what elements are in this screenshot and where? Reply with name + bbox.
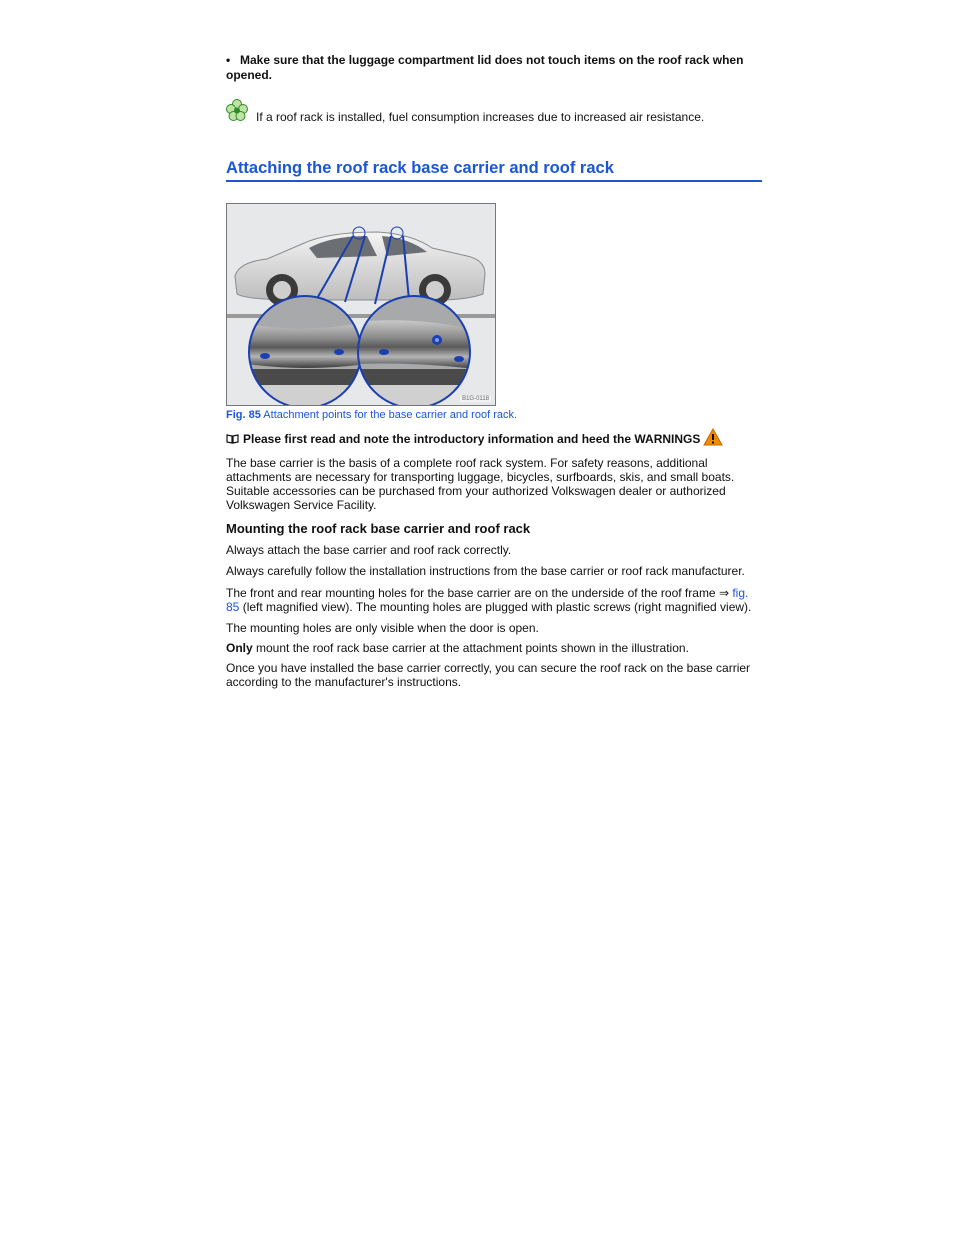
paragraph-4: The mounting holes are only visible when the door is open. (226, 621, 539, 635)
warning-triangle-icon (703, 428, 723, 446)
bullet-symbol: • (226, 53, 231, 67)
bullet-text: Make sure that the luggage compartment lid does not touch items on the roof rack when opened. (226, 53, 744, 82)
open-book-icon (226, 434, 239, 444)
read-first-text: Please first read and note the introductory information and heed the WARNINGS (243, 432, 701, 446)
environment-note-text: If a roof rack is installed, fuel consumption increases due to increased air resistance. (256, 110, 705, 124)
figure-roof-rack-attachment (226, 203, 496, 406)
bullet-item (226, 53, 756, 83)
paragraph-6: Once you have installed the base carrier correctly, you can secure the roof rack on the base carrier according to the manufacturer's instructions. (226, 661, 751, 689)
car-illustration (227, 204, 495, 405)
read-first-notice (226, 432, 766, 446)
paragraph-5-bold: Only (226, 641, 253, 655)
paragraph-1: Always attach the base carrier and roof rack correctly. (226, 543, 512, 557)
figure-caption-label: Fig. 85 (226, 409, 261, 421)
environment-note (226, 101, 766, 125)
intro-paragraph: The base carrier is the basis of a complete roof rack system. For safety reasons, additional attachments are necessary for transporting luggage, bicycles, surfboards, skis, and small boats. Suitable accessories can be purchased from your authorized Volkswagen dealer or authorized Volkswagen Service Facility. (226, 456, 735, 512)
flower-environment-icon (226, 99, 248, 121)
paragraph-5-rest: mount the roof rack base carrier at the attachment points shown in the illustration. (256, 641, 689, 655)
paragraph-2: Always carefully follow the installation instructions from the base carrier or roof rack manufacturer. (226, 564, 745, 578)
figure-link[interactable]: fig. 85 (226, 586, 749, 614)
figure-caption-text: Attachment points for the base carrier and roof rack. (263, 409, 518, 421)
paragraph-3-end: (left magnified view). The mounting holes are plugged with plastic screws (right magnified view). (242, 600, 752, 614)
paragraph-5 (226, 641, 756, 655)
section-title: Attaching the roof rack base carrier and roof rack (226, 159, 762, 182)
figure-code: B1G-0118 (462, 396, 489, 402)
paragraph-3 (226, 586, 756, 614)
subheading: Mounting the roof rack base carrier and roof rack (226, 521, 531, 536)
paragraph-3-start: The front and rear mounting holes for the base carrier are on the underside of the roof frame ⇒ (226, 586, 729, 600)
figure-caption (226, 409, 517, 421)
